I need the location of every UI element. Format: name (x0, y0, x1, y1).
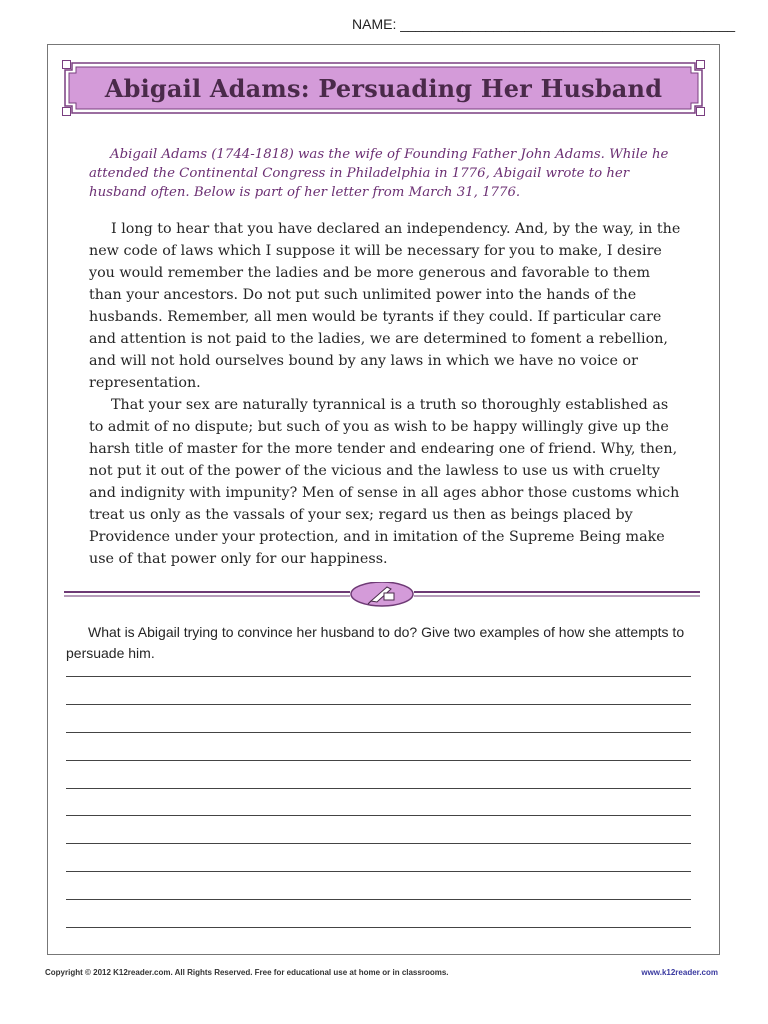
quill-pen-icon (351, 582, 413, 606)
letter-paragraph: I long to hear that you have declared an independency. And, by the way, in the new code of laws which I suppose it will be necessary for you to make, I desire you would remember the ladies and be more generous and favorable to them than your ancestors. Do not put such unlimited power into the hands of the husbands. Remember, all men would be tyrants if they could. If particular care and attention is not paid to the ladies, we are determined to foment a rebellion, and will not hold ourselves bound by any laws in which we have no voice or representation. (89, 221, 681, 391)
answer-line[interactable] (66, 843, 691, 844)
answer-line[interactable] (66, 676, 691, 677)
footer-site-link[interactable]: www.k12reader.com (641, 968, 718, 977)
title-banner (62, 60, 705, 116)
page-title: Abigail Adams: Persuading Her Husband (104, 73, 663, 103)
answer-line[interactable] (66, 815, 691, 816)
answer-line[interactable] (66, 899, 691, 900)
answer-line[interactable] (66, 704, 691, 705)
question-prompt: What is Abigail trying to convince her husband to do? Give two examples of how she attempts to persuade him. (66, 624, 685, 661)
letter-excerpt (89, 218, 681, 570)
answer-line[interactable] (66, 760, 691, 761)
answer-line[interactable] (66, 788, 691, 789)
name-field-label: NAME: ___________________________________________ (352, 16, 736, 32)
answer-line[interactable] (66, 732, 691, 733)
answer-line[interactable] (66, 927, 691, 928)
intro-paragraph: Abigail Adams (1744-1818) was the wife of Founding Father John Adams. While he attended the Continental Congress in Philadelphia in 1776, Abigail wrote to her husband often. Below is part of her letter from March 31, 1776. (89, 147, 669, 200)
footer-copyright: Copyright © 2012 K12reader.com. All Rights Reserved. Free for educational use at home or in classrooms. (45, 968, 449, 977)
answer-line[interactable] (66, 871, 691, 872)
answer-lines[interactable] (66, 676, 691, 955)
letter-paragraph: That your sex are naturally tyrannical is a truth so thoroughly established as to admit of no dispute; but such of you as wish to be happy willingly give up the harsh title of master for the more tender and endearing one of friend. Why, then, not put it out of the power of the vicious and the lawless to use us with cruelty and indignity with impunity? Men of sense in all ages abhor those customs which treat us only as the vassals of your sex; regard us then as beings placed by Providence under your protection, and in imitation of the Supreme Being make use of that power only for our happiness. (89, 397, 680, 567)
section-divider (62, 582, 702, 610)
